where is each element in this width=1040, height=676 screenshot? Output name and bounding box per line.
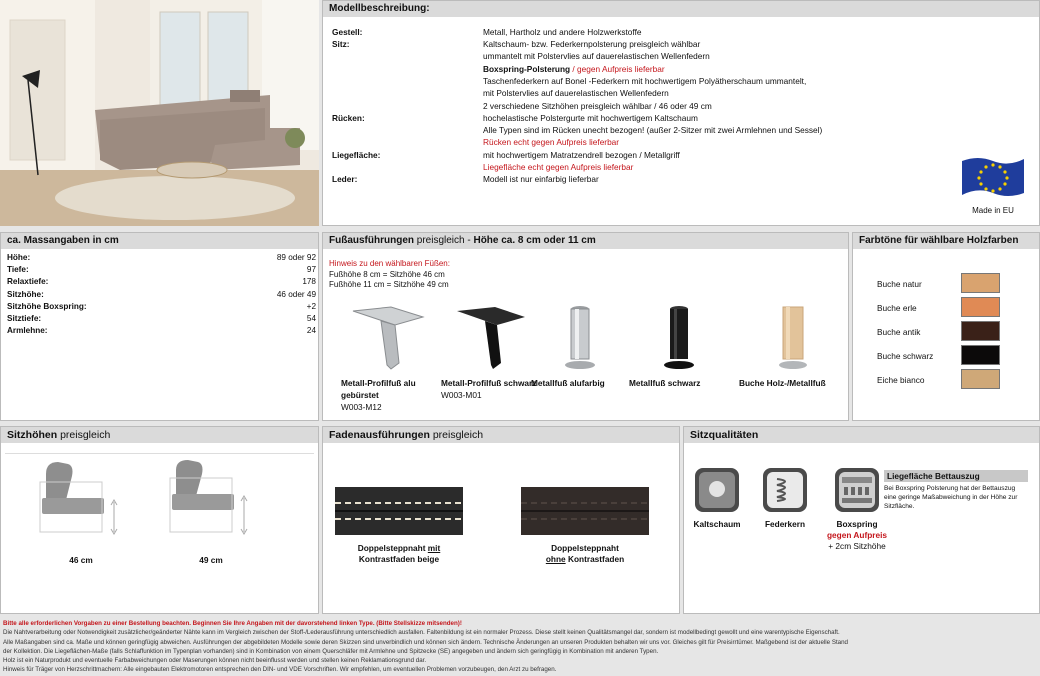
alu-profile-foot-icon	[351, 303, 431, 373]
stitch2-line1: Doppelsteppnaht	[551, 543, 619, 553]
foot-option-metal-black	[629, 303, 729, 389]
wood-swatch[interactable]	[961, 321, 1000, 341]
made-in-eu-badge	[955, 153, 1031, 215]
note-line: Hinweis für Träger von Herzschrittmachern: Alle eingebauten Elektromotoren entsprechen den DIN- und VDE Vorschriften. Wir empfehlen, um eventuellen Problemen vorzubeugen, den Arzt zu befragen.	[3, 666, 557, 674]
boxspring-label: Boxspring	[836, 519, 878, 529]
boxspring-icon	[834, 467, 880, 513]
dim-label: Sitzhöhe:	[7, 289, 44, 299]
table-row	[7, 289, 316, 301]
dim-label: Relaxtiefe:	[7, 277, 49, 287]
dimensions-title: ca. Massangaben in cm	[1, 233, 318, 249]
dim-label: Sitztiefe:	[7, 314, 42, 324]
living-room-photo	[0, 0, 319, 226]
feet-hint-title: Hinweis zu den wählbaren Füßen:	[329, 259, 450, 268]
quality-boxspring	[814, 519, 900, 552]
note-line: Alle Maßangaben sind ca. Maße und können geringfügig abweichen. Ausführungen der abgebildeten Modelle sowie deren Skizzen sind unverbindlich und können sich ändern. Technische Änderungen an unseren Produkten behalten wir uns vor. Gleiches gilt für Preisirrtümer. Maßgebend ist der aktuelle Stand	[3, 638, 849, 646]
gestell-label: Gestell:	[332, 27, 363, 37]
foot-option-alu-profile	[341, 303, 441, 413]
model-description-title: Modellbeschreibung:	[323, 1, 1039, 17]
foot-code: W003-M01	[441, 390, 482, 400]
stitch2-ohne: ohne	[545, 554, 566, 564]
foot-label: Buche Holz-/Metallfuß	[739, 378, 826, 388]
foot-label: Metallfuß alufarbig	[531, 378, 605, 388]
metal-black-foot-icon	[639, 303, 719, 373]
feet-title-bold: Fußausführungen	[329, 235, 414, 246]
dimensions-panel	[0, 232, 319, 421]
foot-label: Metall-Profilfuß alu gebürstet	[341, 378, 416, 400]
boxspring-surcharge: / gegen Aufpreis lieferbar	[570, 63, 665, 74]
product-photo	[0, 0, 319, 226]
ruecken-line3: Rücken echt gegen Aufpreis lieferbar	[483, 137, 620, 148]
stitching-title-normal: preisgleich	[429, 429, 484, 441]
wood-colors-title: Farbtöne für wählbare Holzfarben	[853, 233, 1039, 249]
bett-title: Liegefläche Bettauszug	[884, 470, 1028, 482]
dim-value: +2	[306, 301, 316, 311]
seat-49-icon	[166, 460, 256, 545]
stitch-option-contrast	[333, 543, 465, 565]
note-red: Bitte alle erforderlichen Vorgaben zu einer Bestellung beachten. Beginnen Sie Ihre Angaben mit der davorstehend linken Type. (Bitte Stellskizze mitsenden)!	[3, 620, 462, 627]
ruecken-label: Rücken:	[332, 112, 365, 123]
ruecken-line2: Alle Typen sind im Rücken unecht bezogen! (außer 2-Sitzer mit zwei Armlehnen und Sessel)	[483, 125, 823, 136]
wood-label: Buche erle	[877, 303, 917, 313]
dim-label: Armlehne:	[7, 326, 48, 336]
feet-title-normal: preisgleich -	[414, 235, 474, 246]
foot-option-metal-alu	[531, 303, 629, 389]
dim-label: Höhe:	[7, 253, 31, 262]
feet-hint	[329, 259, 450, 291]
foot-code: W003-M12	[341, 402, 382, 412]
sitz-label: Sitz:	[332, 39, 350, 49]
stitch1-line2: Kontrastfaden beige	[358, 554, 440, 564]
dim-value: 178	[302, 277, 316, 287]
wood-swatch[interactable]	[961, 369, 1000, 389]
boxspring-surcharge-label: gegen Aufpreis	[826, 530, 888, 540]
boxspring-bold: Boxspring-Polsterung	[483, 63, 571, 74]
bett-text: Bei Boxspring Polsterung hat der Bettauszug eine geringe Maßabweichung in der Höhe zur Sitzfläche.	[884, 485, 1018, 510]
seat-heights-title-normal: preisgleich	[57, 429, 111, 441]
spring-core-icon	[762, 467, 808, 513]
stitching-title-bold: Fadenausführungen	[329, 429, 430, 441]
beech-wood-foot-icon	[753, 303, 833, 373]
eu-flag-icon	[958, 153, 1028, 203]
dim-value: 54	[306, 314, 316, 324]
footnotes	[0, 617, 1040, 676]
seat-heights-title	[1, 427, 318, 443]
sitz-line1: Kaltschaum- bzw. Federkernpolsterung preisgleich wählbar	[483, 39, 701, 49]
liege-line1: mit hochwertigem Matratzendrell bezogen / Metallgriff	[483, 149, 680, 160]
contrast-stitch-icon	[335, 487, 463, 535]
wood-label: Buche natur	[877, 279, 922, 289]
sitz-line2: ummantelt mit Polstervlies auf dauerelastischen Wellenfedern	[483, 51, 710, 62]
wood-colors-panel	[852, 232, 1040, 421]
table-row	[7, 325, 316, 337]
metal-alu-foot-icon	[540, 303, 620, 373]
table-row	[7, 313, 316, 325]
made-in-eu-text: Made in EU	[972, 206, 1014, 215]
stitch-option-plain	[519, 543, 651, 565]
seat-heights-title-bold: Sitzhöhen	[7, 429, 58, 441]
seat-46-icon	[36, 460, 126, 545]
table-row	[7, 264, 316, 276]
wood-label: Buche antik	[877, 327, 921, 337]
seat-quality-title: Sitzqualitäten	[684, 427, 1039, 443]
foot-label: Metallfuß schwarz	[629, 378, 701, 388]
table-row	[7, 276, 316, 288]
black-profile-foot-icon	[451, 303, 531, 373]
gestell-value: Metall, Hartholz und andere Holzwerkstoffe	[483, 27, 642, 37]
sitz-line5: mit Polstervlies auf dauerelastischen Wellenfedern	[483, 88, 669, 99]
dim-label: Tiefe:	[7, 265, 29, 275]
seat-quality-panel	[683, 426, 1040, 614]
stitching-panel	[322, 426, 680, 614]
stitch2-line2: Kontrastfaden	[565, 554, 625, 564]
leder-value: Modell ist nur einfarbig lieferbar	[483, 174, 599, 185]
seat-height-49: 49 cm	[199, 555, 223, 565]
note-line: Die Nahtverarbeitung oder Notwendigkeit zusätzlicher/geänderter Nähte kann im Vergleich zwischen der Stoff-/Lederausführung unterschiedlich ausfallen. Faltenbildung ist ein normaler Prozess. Diese stellt keinen Qualitätsmangel dar, sondern ist modellbedingt gewollt und eine warentypische Eigenschaft.	[3, 629, 840, 637]
sitz-line6: 2 verschiedene Sitzhöhen preisgleich wählbar / 46 oder 49 cm	[483, 100, 712, 111]
quality-federkern: Federkern	[764, 519, 806, 529]
sitz-line4: Taschenfederkern auf Bonel -Federkern mit hochwertigem Polyätherschaum ummantelt,	[483, 75, 807, 86]
wood-swatch[interactable]	[961, 273, 1000, 293]
quality-kaltschaum: Kaltschaum	[693, 519, 741, 529]
leder-label: Leder:	[332, 174, 358, 185]
stitch1-line1: Doppelsteppnaht	[357, 543, 428, 553]
foot-option-beech-wood	[739, 303, 847, 389]
table-row	[7, 252, 316, 264]
model-description-panel	[322, 0, 1040, 226]
dim-value: 89 oder 92	[276, 253, 316, 262]
dimensions-table	[7, 252, 316, 337]
wood-swatch[interactable]	[961, 297, 1000, 317]
wood-label: Buche schwarz	[877, 351, 934, 361]
foot-label: Metall-Profilfuß schwarz	[441, 378, 537, 388]
stitching-title	[323, 427, 679, 443]
feet-hint-line1: Fußhöhe 8 cm = Sitzhöhe 46 cm	[329, 269, 445, 279]
cold-foam-icon	[694, 467, 740, 513]
wood-swatch[interactable]	[961, 345, 1000, 365]
feet-hint-line2: Fußhöhe 11 cm = Sitzhöhe 49 cm	[329, 280, 449, 289]
stitch1-mit: mit	[427, 543, 441, 553]
ruecken-line1: hochelastische Polstergurte mit hochwertigem Kaltschaum	[483, 112, 698, 123]
dim-value: 24	[306, 326, 316, 336]
foot-option-black-profile	[441, 303, 541, 401]
feet-title-height: Höhe ca. 8 cm oder 11 cm	[473, 235, 596, 246]
wood-label: Eiche bianco	[877, 375, 925, 385]
table-row	[7, 301, 316, 313]
liege-line2: Liegefläche echt gegen Aufpreis lieferbar	[483, 162, 634, 172]
dim-value: 97	[306, 265, 316, 275]
seat-heights-panel	[0, 426, 319, 614]
boxspring-height-note: + 2cm Sitzhöhe	[828, 541, 886, 551]
feet-panel	[322, 232, 849, 421]
note-line: der Kollektion. Die Liegeflächen-Maße (falls Schlaffunktion im Typenplan vorhanden) sind in Kombination von einem Querschläfer mit Armlehne und Spitzecke (SE) angegeben und ändern sich geringfügig in Kombination mit anderen Typen.	[3, 647, 659, 655]
sitz-boxspring-line	[483, 63, 665, 75]
feet-title	[323, 233, 848, 249]
liege-label: Liegefläche:	[332, 149, 381, 160]
seat-height-46: 46 cm	[69, 555, 93, 565]
plain-stitch-icon	[521, 487, 649, 535]
dim-label: Sitzhöhe Boxspring:	[7, 301, 87, 311]
dim-value: 46 oder 49	[276, 289, 316, 299]
note-line: Holz ist ein Naturprodukt und eventuelle Farbabweichungen oder Maserungen können nicht beeinflusst werden und stellen keinen Reklamationsgrund dar.	[3, 657, 427, 665]
